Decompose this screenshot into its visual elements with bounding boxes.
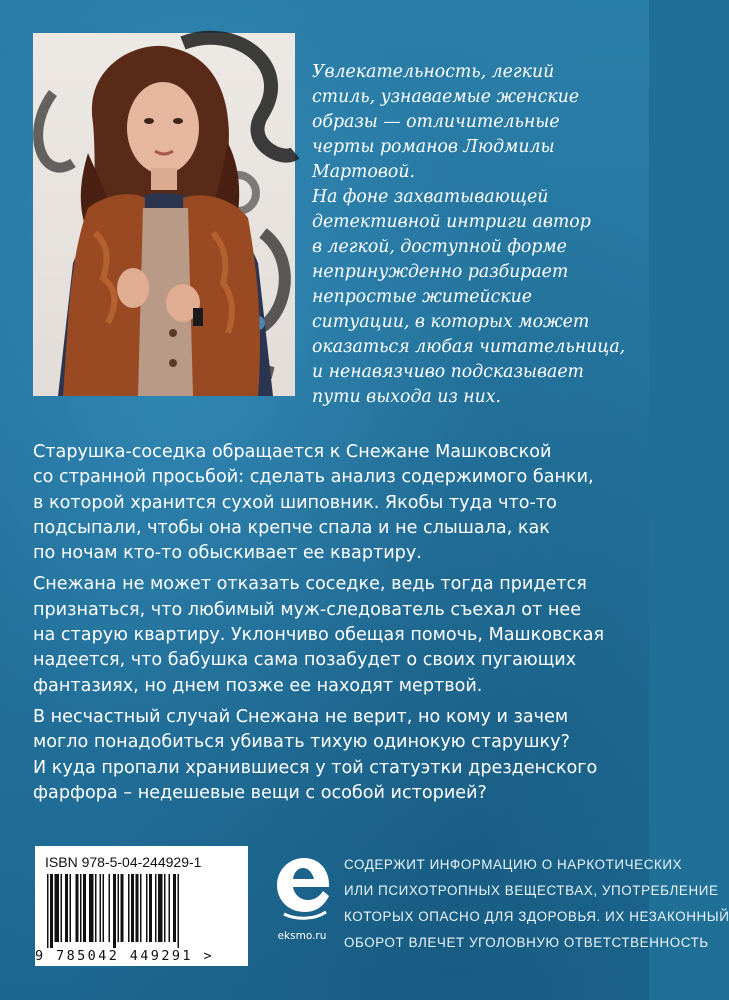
- synopsis-line: Старушка-соседка обращается к Снежане Машковской: [33, 442, 552, 462]
- synopsis-paragraph: [33, 572, 623, 698]
- publisher-website: eksmo.ru: [277, 930, 327, 942]
- barcode-bar: [70, 874, 72, 942]
- synopsis-line: могло понадобиться убивать тихую одинокую старушку?: [33, 732, 570, 753]
- eksmo-logo-icon: [272, 856, 332, 920]
- synopsis-line: Снежана не может отказать соседке, ведь тогда придется: [33, 574, 587, 595]
- barcode-bar: [118, 874, 120, 942]
- blurb-line: Мартовой.: [312, 162, 415, 182]
- warning-line: КОТОРЫХ ОПАСНО ДЛЯ ЗДОРОВЬЯ. ИХ НЕЗАКОННЫЙ: [344, 909, 729, 924]
- barcode-bar: [155, 874, 157, 942]
- barcode-bar: [109, 874, 111, 942]
- blurb-line: На фоне захватывающей: [312, 187, 549, 207]
- synopsis-line: подсыпали, чтобы она крепче спала и не слышала, как: [33, 517, 550, 538]
- barcode-bar: [146, 874, 148, 942]
- blurb-line: стиль, узнаваемые женские: [312, 87, 580, 107]
- blurb-line: оказаться любая читательница,: [312, 337, 626, 357]
- synopsis-line: на старую квартиру. Уклончиво обещая помочь, Машковская: [33, 625, 605, 646]
- author-blurb: [312, 60, 626, 410]
- barcode-bar: [131, 874, 134, 942]
- blurb-line: пути выхода из них.: [312, 387, 501, 407]
- synopsis-line: В несчастный случай Снежана не верит, но кому и зачем: [33, 706, 569, 727]
- synopsis-line: со странной просьбой: сделать анализ содержимого банки,: [33, 467, 594, 488]
- synopsis-line: признаться, что любимый муж-следователь съехал от нее: [33, 599, 582, 620]
- barcode-bar: [55, 874, 60, 942]
- barcode-bar: [83, 874, 86, 942]
- blurb-line: в легкой, доступной форме: [312, 237, 567, 257]
- barcode-bar: [100, 874, 102, 942]
- blurb-line: Увлекательность, легкий: [312, 62, 555, 82]
- barcode-bar: [158, 874, 163, 942]
- synopsis-line: И куда пропали хранившиеся у той статуэтки дрезденского: [33, 757, 598, 778]
- barcode-bar: [164, 874, 166, 942]
- barcode-bar: [136, 874, 139, 942]
- barcode-bar: [76, 874, 79, 942]
- barcode-bar: [178, 874, 180, 948]
- barcode-digits: 9 785042 449291 >: [35, 948, 214, 964]
- barcode-bar: [169, 874, 171, 942]
- barcode-bar: [128, 874, 130, 942]
- book-synopsis: [33, 440, 623, 812]
- synopsis-line: надеется, что бабушка сама позабудет о своих пугающих: [33, 650, 577, 671]
- warning-line: СОДЕРЖИТ ИНФОРМАЦИЮ О НАРКОТИЧЕСКИХ: [344, 857, 683, 872]
- synopsis-paragraph: [33, 440, 623, 566]
- barcode-bar: [89, 874, 94, 942]
- barcode-bar: [61, 874, 63, 942]
- synopsis-paragraph: [33, 705, 623, 806]
- author-photo: [33, 33, 295, 396]
- blurb-line: детективной интриги автор: [312, 212, 591, 232]
- drug-content-warning: [344, 852, 729, 956]
- barcode-bar: [103, 874, 105, 942]
- barcode-bar: [149, 874, 152, 942]
- barcode-bar: [95, 874, 97, 942]
- synopsis-line: фарфора – недешевые вещи с особой историей?: [33, 782, 487, 803]
- barcode-bar: [113, 874, 116, 948]
- blurb-line: черты романов Людмилы: [312, 137, 555, 157]
- blurb-line: ситуации, в которых может: [312, 312, 590, 332]
- author-portrait-icon: [33, 33, 295, 396]
- blurb-line: непростые житейские: [312, 287, 532, 307]
- barcode-bar: [121, 874, 124, 942]
- synopsis-line: по ночам кто-то обыскивает ее квартиру.: [33, 543, 422, 564]
- barcode-bar: [80, 874, 82, 942]
- blurb-line: непринужденно разбирает: [312, 262, 569, 282]
- barcode-bar: [50, 874, 53, 948]
- warning-line: ОБОРОТ ВЛЕЧЕТ УГОЛОВНУЮ ОТВЕТСТВЕННОСТЬ: [344, 935, 709, 950]
- synopsis-line: в которой хранится сухой шиповник. Якобы туда что-то: [33, 492, 557, 513]
- synopsis-line: фантазиях, но днем позже ее находят мертвой.: [33, 675, 483, 696]
- barcode-bar: [140, 874, 142, 942]
- barcode-bar: [65, 874, 68, 942]
- warning-line: ИЛИ ПСИХОТРОПНЫХ ВЕЩЕСТВАХ, УПОТРЕБЛЕНИЕ: [344, 883, 719, 898]
- barcode-bar: [173, 874, 176, 942]
- isbn-barcode: [35, 846, 248, 966]
- blurb-line: и ненавязчиво подсказывает: [312, 362, 584, 382]
- barcode-bar: [47, 874, 49, 948]
- blurb-line: образы — отличительные: [312, 112, 560, 132]
- isbn-number: ISBN 978-5-04-244929-1: [45, 854, 202, 870]
